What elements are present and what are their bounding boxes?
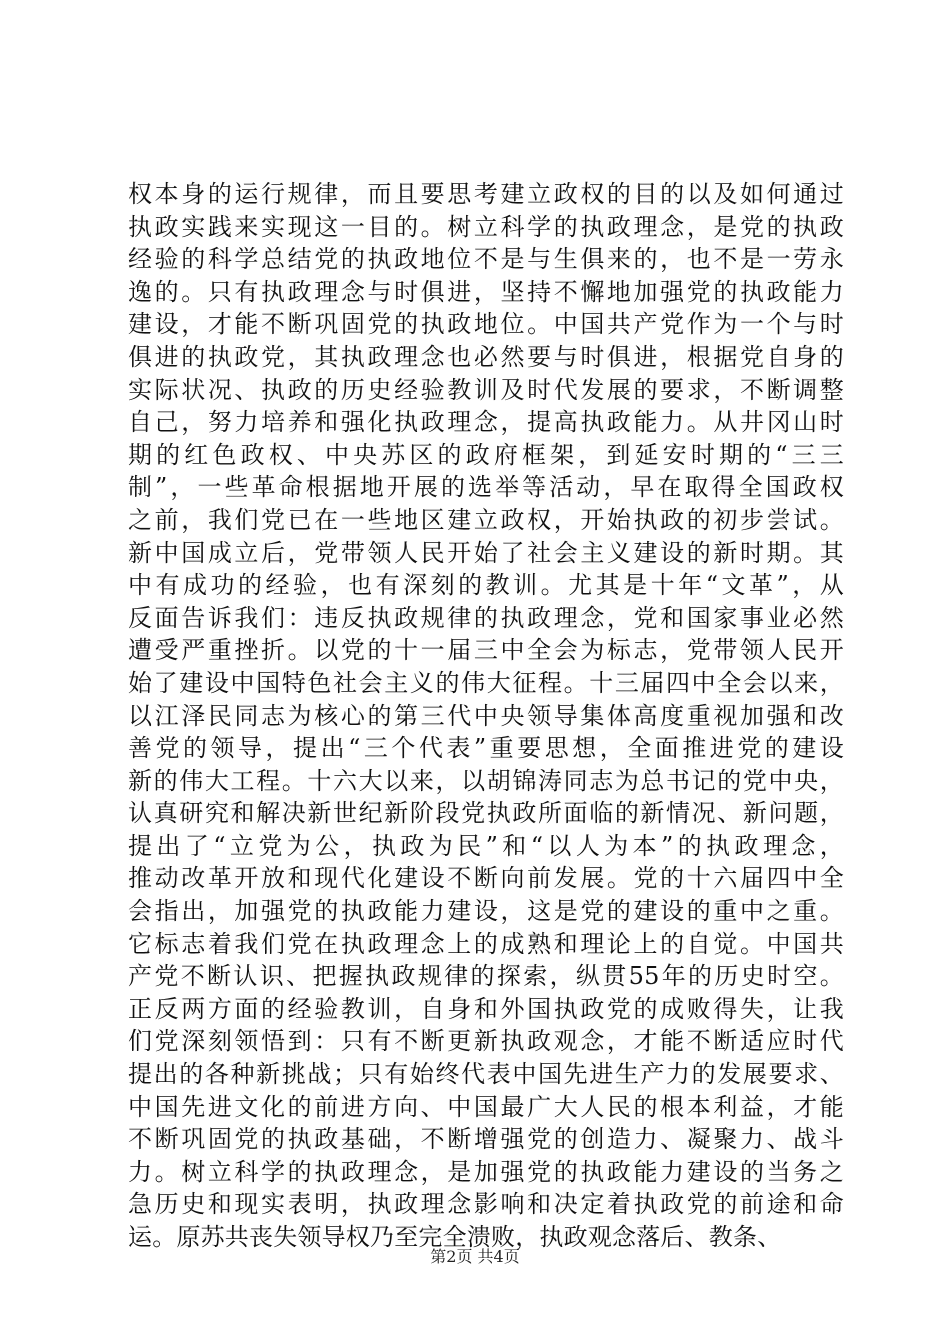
body-text-line: 提出的各种新挑战；只有始终代表中国先进生产力的发展要求、 <box>128 1060 844 1089</box>
body-text-line: 们党深刻领悟到：只有不断更新执政观念，才能不断适应时代 <box>128 1027 844 1056</box>
body-text-line: 运。原苏共丧失领导权乃至完全溃败，执政观念落后、教条、 <box>128 1223 782 1251</box>
body-text-line: 建设，才能不断巩固党的执政地位。中国共产党作为一个与时 <box>128 310 844 339</box>
body-text-line: 产党不断认识、把握执政规律的探索，纵贯55年的历史时空。 <box>128 962 844 991</box>
body-text-line: 不断巩固党的执政基础，不断增强党的创造力、凝聚力、战斗 <box>128 1125 844 1154</box>
body-text-line: 推动改革开放和现代化建设不断向前发展。党的十六届四中全 <box>128 864 844 893</box>
body-text-line: 中有成功的经验，也有深刻的教训。尤其是十年“文革”，从 <box>128 571 844 600</box>
body-text-line: 期的红色政权、中央苏区的政府框架，到延安时期的“三三 <box>128 440 844 469</box>
body-text-line: 制”，一些革命根据地开展的选举等活动，早在取得全国政权 <box>128 473 844 502</box>
body-text-line: 新中国成立后，党带领人民开始了社会主义建设的新时期。其 <box>128 538 844 567</box>
body-text-line: 中国先进文化的前进方向、中国最广大人民的根本利益，才能 <box>128 1092 844 1121</box>
body-text-line: 急历史和现实表明，执政理念影响和决定着执政党的前途和命 <box>128 1190 844 1219</box>
body-text-line: 正反两方面的经验教训，自身和外国执政党的成败得失，让我 <box>128 994 844 1023</box>
body-text-line: 提出了“立党为公，执政为民”和“以人为本”的执政理念， <box>128 831 844 860</box>
body-text-line: 始了建设中国特色社会主义的伟大征程。十三届四中全会以来， <box>128 668 844 697</box>
page-number-footer: 第2页 共4页 <box>430 1247 520 1266</box>
body-text-line: 自己，努力培养和强化执政理念，提高执政能力。从井冈山时 <box>128 408 844 437</box>
body-text-line: 俱进的执政党，其执政理念也必然要与时俱进，根据党自身的 <box>128 342 844 371</box>
body-text-line: 遭受严重挫折。以党的十一届三中全会为标志，党带领人民开 <box>128 636 844 665</box>
body-text-line: 之前，我们党已在一些地区建立政权，开始执政的初步尝试。 <box>128 505 844 534</box>
body-text-line: 执政实践来实现这一目的。树立科学的执政理念，是党的执政 <box>128 212 844 241</box>
body-text-line: 新的伟大工程。十六大以来，以胡锦涛同志为总书记的党中央， <box>128 766 844 795</box>
body-text-line: 实际状况、执政的历史经验教训及时代发展的要求，不断调整 <box>128 375 844 404</box>
body-text-line: 善党的领导，提出“三个代表”重要思想，全面推进党的建设 <box>128 734 844 763</box>
body-text-line: 经验的科学总结党的执政地位不是与生俱来的，也不是一劳永 <box>128 245 844 274</box>
body-text-line: 反面告诉我们：违反执政规律的执政理念，党和国家事业必然 <box>128 603 844 632</box>
body-paragraph <box>128 178 844 1254</box>
body-text-line: 认真研究和解决新世纪新阶段党执政所面临的新情况、新问题， <box>128 799 844 828</box>
body-text-line: 会指出，加强党的执政能力建设，这是党的建设的重中之重。 <box>128 897 844 926</box>
body-text-line: 它标志着我们党在执政理念上的成熟和理论上的自觉。中国共 <box>128 929 844 958</box>
body-text-line: 权本身的运行规律，而且要思考建立政权的目的以及如何通过 <box>128 180 844 208</box>
body-text-line: 逸的。只有执政理念与时俱进，坚持不懈地加强党的执政能力 <box>128 277 844 306</box>
body-text-line: 力。树立科学的执政理念，是加强党的执政能力建设的当务之 <box>128 1157 844 1186</box>
body-text-line: 以江泽民同志为核心的第三代中央领导集体高度重视加强和改 <box>128 701 844 730</box>
